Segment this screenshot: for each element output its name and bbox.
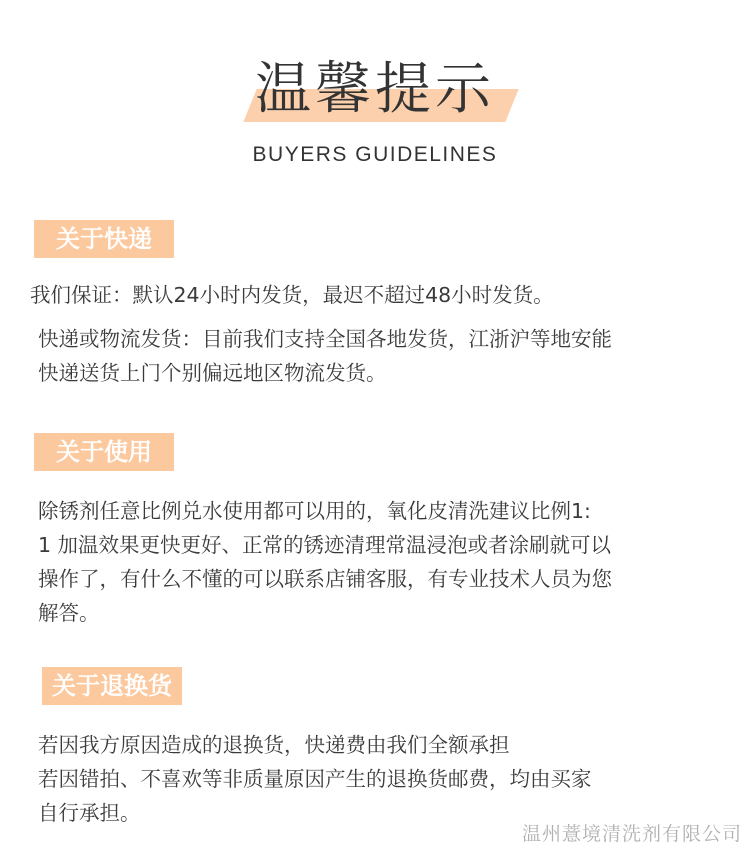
- usage-text: [38, 494, 612, 630]
- shipping-guarantee-text: [30, 278, 554, 312]
- section-tag-shipping: 关于快递: [34, 220, 174, 258]
- section-tag-usage: 关于使用: [34, 433, 174, 471]
- shipping-logistics-text: [38, 322, 612, 390]
- section-tag-returns: 关于退换货: [42, 667, 182, 705]
- text-line: 若因错拍、不喜欢等非质量原因产生的退换货邮费，均由买家: [38, 767, 592, 791]
- text-line: 除锈剂任意比例兑水使用都可以用的，氧化皮清洗建议比例1:: [38, 499, 591, 523]
- text-line: 快递或物流发货：目前我们支持全国各地发货，江浙沪等地安能: [38, 327, 612, 351]
- text-line: 若因我方原因造成的退换货，快递费由我们全额承担: [38, 733, 510, 757]
- text-line: 快递送货上门个别偏远地区物流发货。: [38, 361, 387, 385]
- page-subtitle: BUYERS GUIDELINES: [252, 143, 498, 166]
- page-title: 温馨提示: [255, 57, 495, 122]
- text-line: 1 加温效果更快更好、正常的锈迹清理常温浸泡或者涂刷就可以: [38, 533, 612, 557]
- text-line: 操作了，有什么不懂的可以联系店铺客服，有专业技术人员为您: [38, 567, 612, 591]
- text-line: 自行承担。: [38, 801, 141, 825]
- returns-text: [38, 728, 592, 830]
- text-line: 解答。: [38, 601, 100, 625]
- title-block: [0, 52, 750, 132]
- company-watermark: 温州薏境清洗剂有限公司: [521, 823, 742, 845]
- text-line: 我们保证：默认24小时内发货，最迟不超过48小时发货。: [30, 283, 554, 307]
